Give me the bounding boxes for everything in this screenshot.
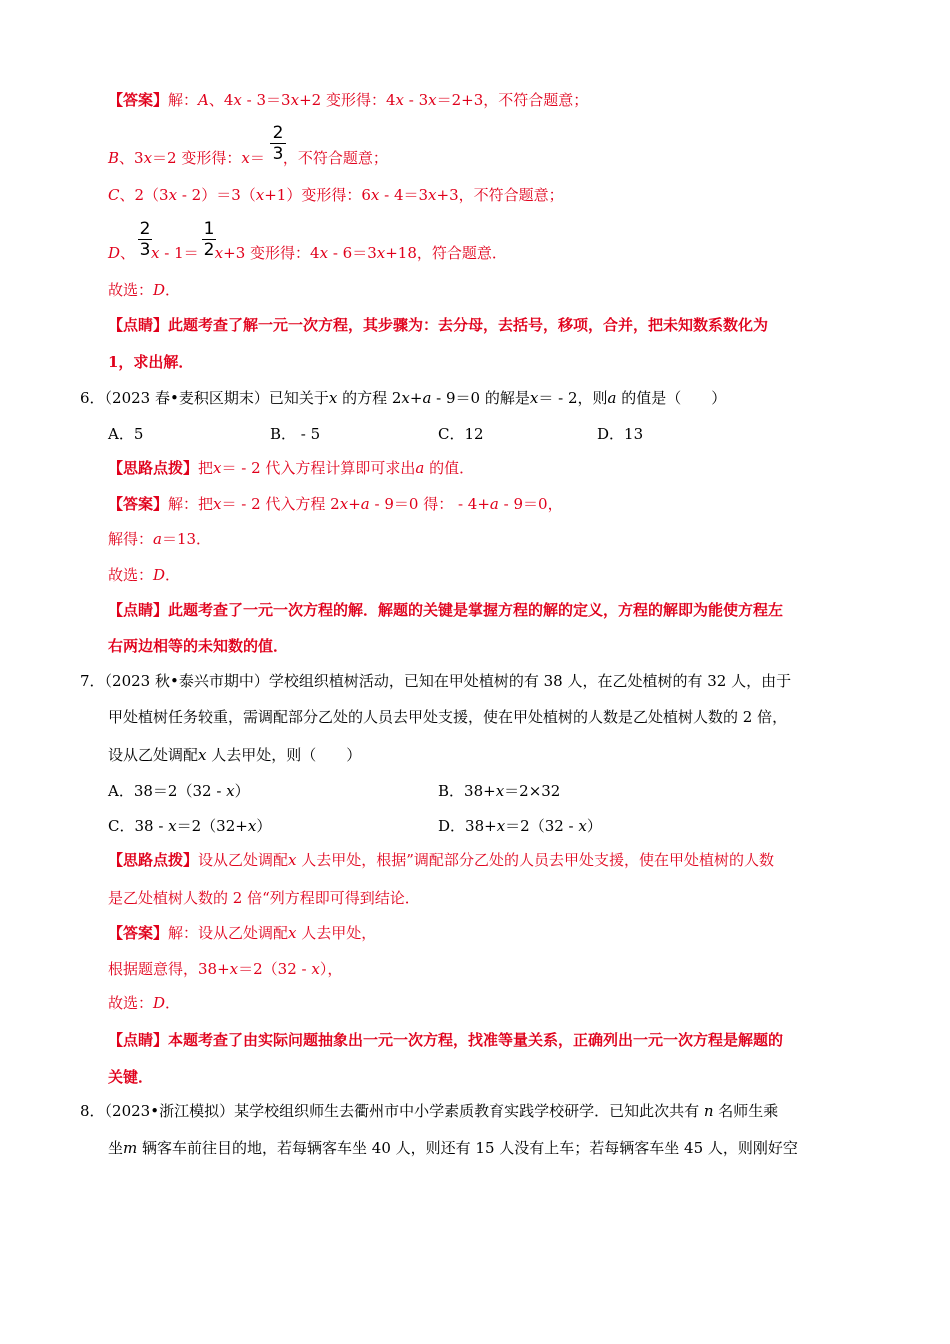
q6-choice-line: 故选：D． bbox=[108, 566, 181, 584]
q7-stem-line1: 7．（2023 秋•泰兴市期中）学校组织植树活动，已知在甲处植树的有 38 人，在乙处植树的有 32 人，由于 bbox=[80, 672, 792, 690]
q5-option-c-line: C、2（3x - 2）＝3（x+1）变形得：6x - 4＝3x+3，不符合题意； bbox=[108, 186, 564, 204]
q5-answer-line-a: 【答案】解：A、4x - 3＝3x+2 变形得：4x - 3x＝2+3，不符合题意； bbox=[108, 91, 589, 109]
q5-comment-line1: 【点睛】此题考查了解一元一次方程，其步骤为：去分母，去括号，移项，合并，把未知数系数化为 bbox=[108, 316, 769, 334]
q6-stem: 6．（2023 春•麦积区期末）已知关于x 的方程 2x+a - 9＝0 的解是x＝ - 2，则a 的值是（ ） bbox=[80, 389, 727, 407]
q5-option-b-line: B、3x＝2 变形得：x＝ ，不符合题意； bbox=[108, 149, 388, 167]
q8-stem-line1: 8．（2023•浙江模拟）某学校组织师生去衢州市中小学素质教育实践学校研学．已知此次共有 n 名师生乘 bbox=[80, 1102, 779, 1120]
q6-option-d: D．13 bbox=[597, 425, 644, 443]
q7-hint-line2: 是乙处植树人数的 2 倍“列方程即可得到结论． bbox=[108, 889, 420, 907]
q6-comment-line2: 右两边相等的未知数的值． bbox=[108, 637, 289, 655]
q7-choice-line: 故选：D． bbox=[108, 994, 181, 1012]
q7-hint-line1: 【思路点拨】设从乙处调配x 人去甲处，根据”调配部分乙处的人员去甲处支援，使在甲处植树的人数 bbox=[108, 851, 774, 869]
q7-option-b: B．38+x＝2×32 bbox=[438, 782, 561, 800]
q5-comment-line2: 1，求出解． bbox=[108, 353, 194, 371]
q7-option-c: C．38 - x＝2（32+x） bbox=[108, 817, 272, 835]
q6-answer-line: 【答案】解：把x＝ - 2 代入方程 2x+a - 9＝0 得： - 4+a - 9＝0， bbox=[108, 495, 563, 513]
q7-option-a: A．38＝2（32 - x） bbox=[108, 782, 250, 800]
q7-answer-line: 【答案】解：设从乙处调配x 人去甲处， bbox=[108, 924, 377, 942]
q6-option-b: B． - 5 bbox=[270, 425, 321, 443]
q7-option-d: D．38+x＝2（32 - x） bbox=[438, 817, 602, 835]
q5-fraction-1-2-d: 1 2 bbox=[203, 219, 215, 260]
q6-option-a: A．5 bbox=[108, 425, 144, 443]
q5-fraction-2-3-d: 2 3 bbox=[139, 219, 151, 260]
q5-choice-line: 故选：D． bbox=[108, 281, 181, 299]
q5-fraction-2-3: 2 3 bbox=[270, 124, 286, 163]
q7-comment-line2: 关键． bbox=[108, 1068, 154, 1086]
q8-stem-line2: 坐m 辆客车前往目的地，若每辆客车坐 40 人，则还有 15 人没有上车；若每辆客车坐 45 人，则刚好空 bbox=[108, 1139, 798, 1157]
q6-hint-line: 【思路点拨】把x＝ - 2 代入方程计算即可求出a 的值． bbox=[108, 459, 475, 477]
q7-equation-line: 根据题意得，38+x＝2（32 - x）， bbox=[108, 960, 343, 978]
q7-stem-line3: 设从乙处调配x 人去甲处，则（ ） bbox=[108, 746, 362, 764]
q6-comment-line1: 【点睛】此题考查了一元一次方程的解．解题的关键是掌握方程的解的定义，方程的解即为能使方程左 bbox=[108, 601, 784, 619]
q6-option-c: C．12 bbox=[438, 425, 484, 443]
q7-stem-line2: 甲处植树任务较重，需调配部分乙处的人员去甲处支援，使在甲处植树的人数是乙处植树人数的 2 倍， bbox=[108, 708, 788, 726]
q7-comment-line1: 【点睛】本题考查了由实际问题抽象出一元一次方程，找准等量关系，正确列出一元一次方程是解题的 bbox=[108, 1031, 784, 1049]
q5-option-d-line: D、 x - 1＝ x+3 变形得：4x - 6＝3x+18，符合题意． bbox=[108, 244, 507, 262]
q6-solve-line: 解得：a＝13． bbox=[108, 530, 212, 548]
